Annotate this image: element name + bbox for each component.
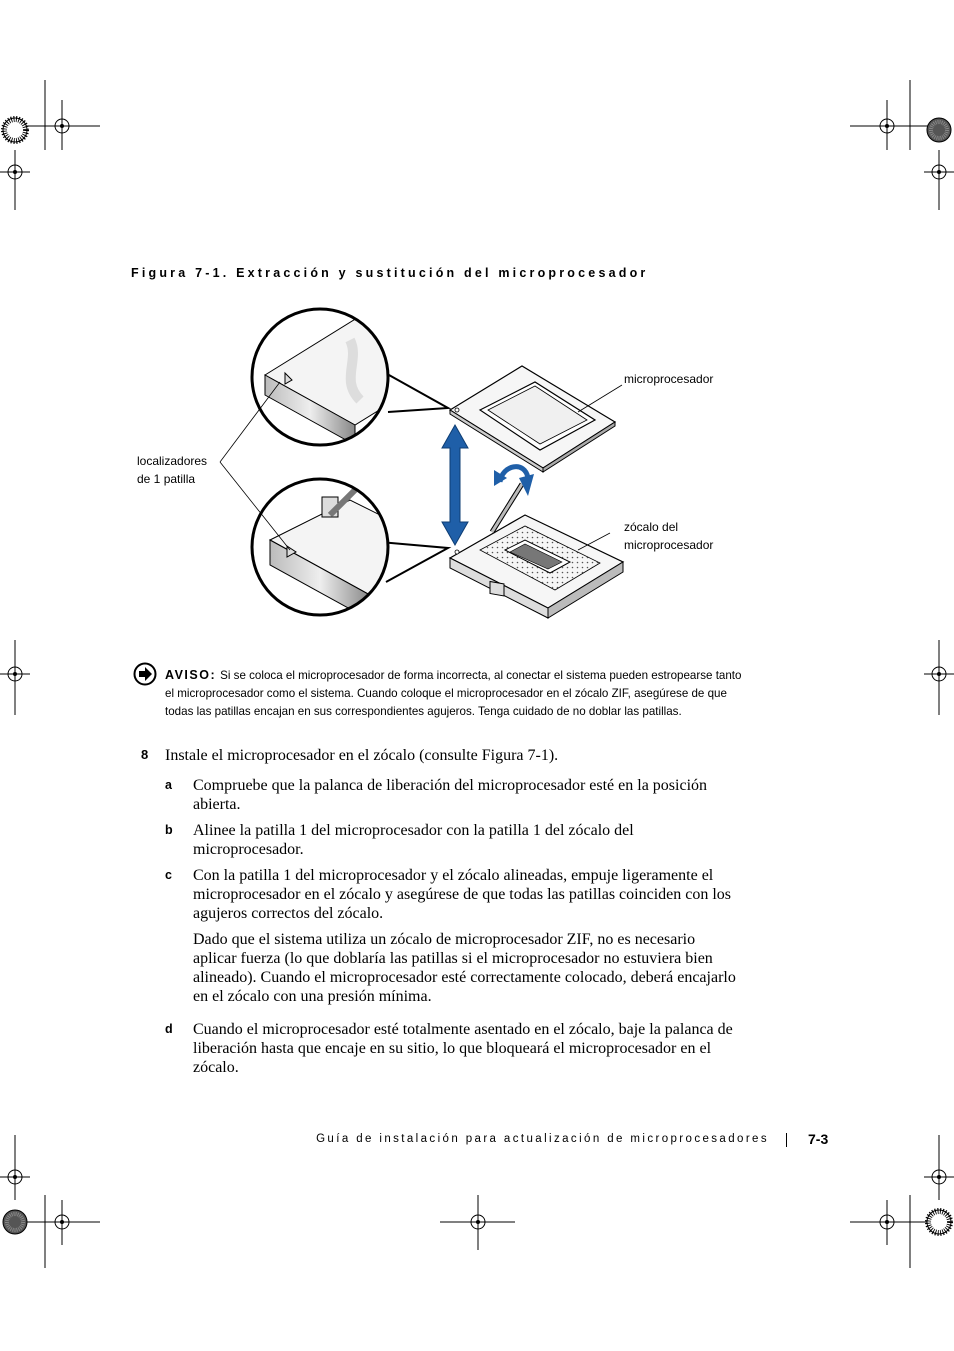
lever-rotate-arrow [494, 467, 534, 496]
substep-letter: d [165, 1022, 173, 1036]
substep-text: Con la patilla 1 del microprocesador y el zócalo alineadas, empuje ligeramente el microprocesador en el zócalo y asegúrese de que todas las patillas coinciden con los agujeros correctos del zócalo. [193, 867, 732, 922]
notice-text: Si se coloca el microprocesador de forma incorrecta, al conectar el sistema pueden estropearse tanto el microprocesador como el sistema. Cuando coloque el microprocesador en el zócalo ZIF, asegúrese de que todas las patillas encajan en sus correspondientes agujeros. Tenga cuidado de no doblar las patillas. [165, 669, 742, 718]
substep-letter: b [165, 823, 173, 837]
label-socket-line1: zócalo del [624, 520, 679, 534]
step-text: Instale el microprocesador en el zócalo (consulte Figura 7-1). [165, 747, 559, 764]
footer-guide-title: Guía de instalación para actualización de microprocesadores [316, 1133, 769, 1145]
substep-text: Cuando el microprocesador esté totalmente asentado en el zócalo, baje la palanca de liberación hasta que encaje en su sitio, lo que bloqueará el microprocesador en el zócalo. [193, 1021, 733, 1076]
notice-heading: AVISO: [165, 668, 217, 682]
notice-arrow-icon [133, 662, 157, 686]
zoom-detail-socket [252, 479, 450, 620]
label-locators-line1: localizadores [137, 454, 208, 468]
footer-divider [786, 1133, 787, 1147]
processor-socket [450, 484, 623, 618]
insert-remove-arrow [442, 425, 468, 545]
substep-text: Alinee la patilla 1 del microprocesador con la patilla 1 del zócalo del microprocesador. [193, 822, 634, 858]
substep-letter: a [165, 778, 172, 792]
label-locators-line2: de 1 patilla [137, 472, 196, 486]
microprocessor-figure [130, 300, 750, 630]
notice-block [165, 666, 745, 721]
substep-letter: c [165, 868, 172, 882]
substep-text: Compruebe que la palanca de liberación del microprocesador esté en la posición abierta. [193, 777, 708, 813]
figure-title: Figura 7-1. Extracción y sustitución del microprocesador [131, 266, 649, 280]
label-socket-line2: microprocesador [624, 538, 714, 552]
processor-chip [450, 366, 615, 472]
label-microprocessor: microprocesador [624, 372, 714, 386]
page-number: 7-3 [808, 1131, 829, 1147]
step-number: 8 [141, 747, 149, 762]
substep-note: Dado que el sistema utiliza un zócalo de microprocesador ZIF, no es necesario aplicar fuerza (lo que doblaría las patillas si el microprocesador no estuviera bien alineado). Cuando el microprocesador esté correctamente colocado, deberá encajarlo en el zócalo con una presión mínima. [193, 931, 736, 1005]
zoom-detail-processor [252, 309, 460, 445]
